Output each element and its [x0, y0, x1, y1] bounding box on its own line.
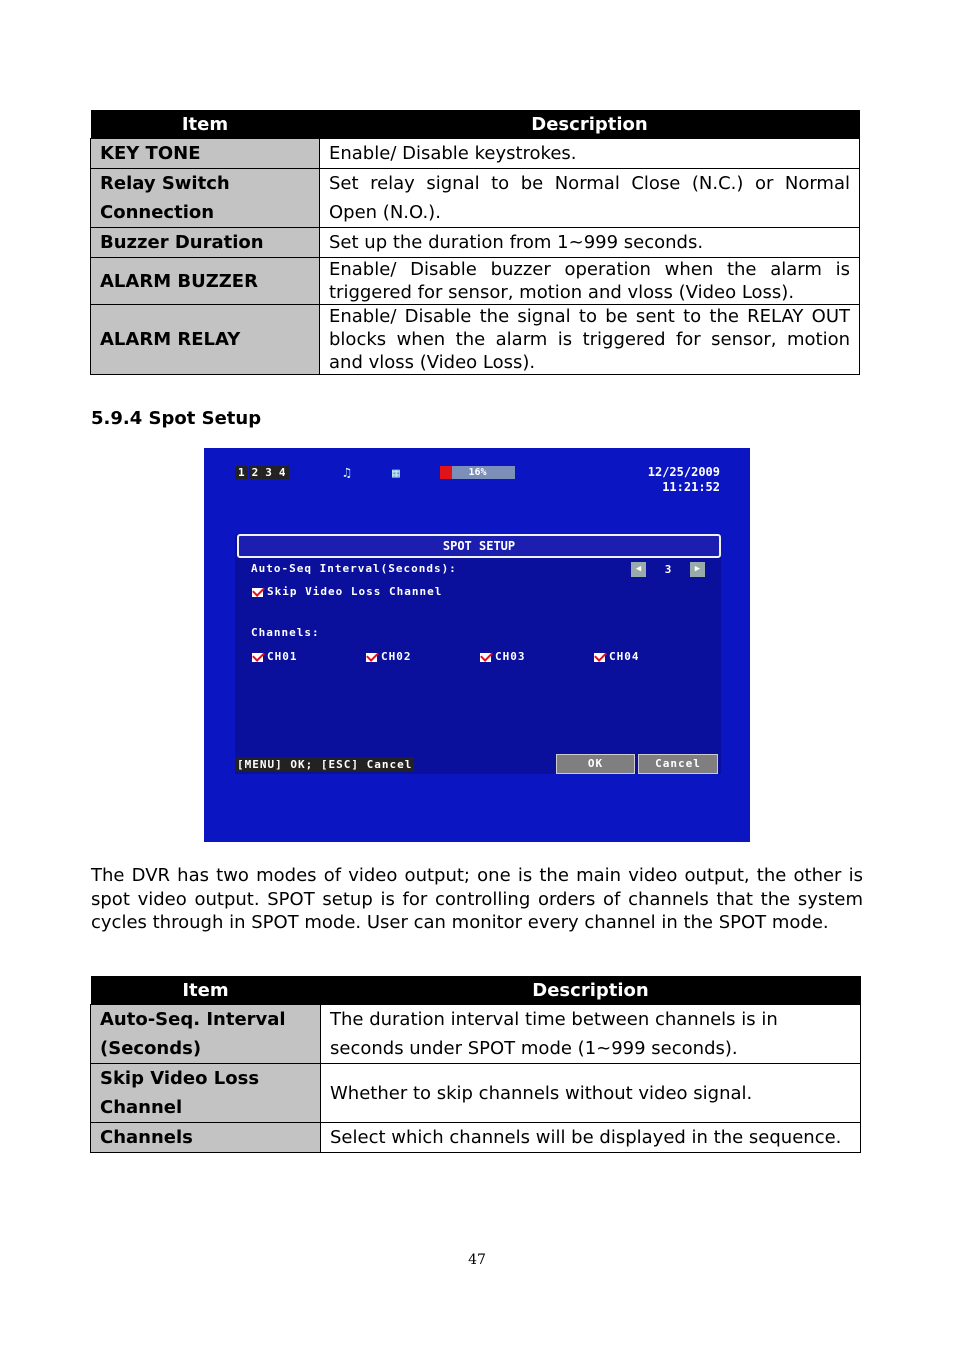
column-header-description: Description — [321, 976, 861, 1005]
row-item: KEY TONE — [91, 139, 320, 169]
row-item: Auto-Seq. Interval (Seconds) — [91, 1005, 321, 1064]
checkbox-icon — [252, 588, 263, 597]
row-description: Set up the duration from 1~999 seconds. — [320, 228, 860, 258]
channels-label: Channels: — [251, 626, 320, 639]
row-description: Select which channels will be displayed in the sequence. — [321, 1123, 861, 1153]
skip-video-loss-checkbox[interactable] — [252, 585, 442, 598]
table-row — [91, 139, 860, 169]
datetime-display — [648, 465, 720, 495]
row-description: Enable/ Disable keystrokes. — [320, 139, 860, 169]
section-heading: 5.9.4 Spot Setup — [91, 408, 262, 429]
table-header-row — [91, 110, 860, 139]
channel-checkbox-ch01[interactable] — [252, 650, 298, 663]
ok-button[interactable]: OK — [556, 754, 635, 774]
alarm-settings-table — [90, 110, 860, 375]
table-row — [91, 1005, 861, 1064]
row-description: Enable/ Disable the signal to be sent to the RELAY OUT blocks when the alarm is triggered for sensor, motion and vloss (Video Loss). — [320, 305, 860, 375]
checkbox-icon — [480, 653, 491, 662]
hdd-usage-bar — [440, 466, 515, 479]
interval-label: Auto-Seq Interval(Seconds): — [251, 562, 457, 575]
row-description: Whether to skip channels without video signal. — [321, 1064, 861, 1123]
channel-number: 4 — [276, 466, 289, 479]
channel-label: CH02 — [381, 650, 412, 663]
skip-video-loss-label: Skip Video Loss Channel — [267, 585, 443, 598]
spot-setup-screenshot — [204, 448, 750, 842]
row-description: The duration interval time between channels is in seconds under SPOT mode (1~999 seconds). — [321, 1005, 861, 1064]
hdd-usage-label: 16% — [468, 467, 487, 478]
row-item: Channels — [91, 1123, 321, 1153]
table-header-row — [91, 976, 861, 1005]
table-row — [91, 1064, 861, 1123]
interval-stepper[interactable] — [631, 562, 705, 577]
channel-label: CH03 — [495, 650, 526, 663]
row-item: ALARM RELAY — [91, 305, 320, 375]
row-item: Buzzer Duration — [91, 228, 320, 258]
channel-number-bar — [235, 466, 289, 479]
network-icon: ▦ — [392, 466, 400, 481]
channel-checkbox-ch02[interactable] — [366, 650, 412, 663]
channel-number: 2 — [249, 466, 262, 479]
channel-label: CH04 — [609, 650, 640, 663]
table-row — [91, 1123, 861, 1153]
checkbox-icon — [252, 653, 263, 662]
row-item: Relay Switch Connection — [91, 169, 320, 228]
panel-title: SPOT SETUP — [237, 534, 721, 558]
speaker-icon: ♫ — [343, 466, 351, 481]
row-description: Enable/ Disable buzzer operation when the alarm is triggered for sensor, motion and vloss (Video Loss). — [320, 258, 860, 305]
cancel-button[interactable]: Cancel — [638, 754, 718, 774]
time: 11:21:52 — [662, 480, 720, 494]
table-row — [91, 228, 860, 258]
key-hint-bar: [MENU] OK; [ESC] Cancel — [237, 758, 413, 771]
decrease-arrow-icon[interactable]: ◀ — [631, 562, 646, 577]
column-header-item: Item — [91, 110, 320, 139]
date: 12/25/2009 — [647, 465, 720, 479]
page-number: 47 — [468, 1252, 486, 1268]
row-item: Skip Video Loss Channel — [91, 1064, 321, 1123]
interval-value: 3 — [646, 562, 690, 577]
checkbox-icon — [366, 653, 377, 662]
table-row — [91, 169, 860, 228]
table-row — [91, 258, 860, 305]
spot-description-paragraph: The DVR has two modes of video output; one is the main video output, the other is spot video output. SPOT setup is for controlling orders of channels that the system cycles through in SPOT mode. User can monitor every channel in the SPOT mode. — [91, 865, 863, 933]
increase-arrow-icon[interactable]: ▶ — [690, 562, 705, 577]
channel-checkbox-ch03[interactable] — [480, 650, 526, 663]
channel-label: CH01 — [267, 650, 298, 663]
channel-number: 1 — [235, 466, 248, 479]
table-row — [91, 305, 860, 375]
row-item: ALARM BUZZER — [91, 258, 320, 305]
checkbox-icon — [594, 653, 605, 662]
channel-checkbox-ch04[interactable] — [594, 650, 640, 663]
row-description: Set relay signal to be Normal Close (N.C.) or Normal Open (N.O.). — [320, 169, 860, 228]
column-header-item: Item — [91, 976, 321, 1005]
column-header-description: Description — [320, 110, 860, 139]
channel-number: 3 — [262, 466, 275, 479]
spot-setup-table — [90, 976, 861, 1153]
